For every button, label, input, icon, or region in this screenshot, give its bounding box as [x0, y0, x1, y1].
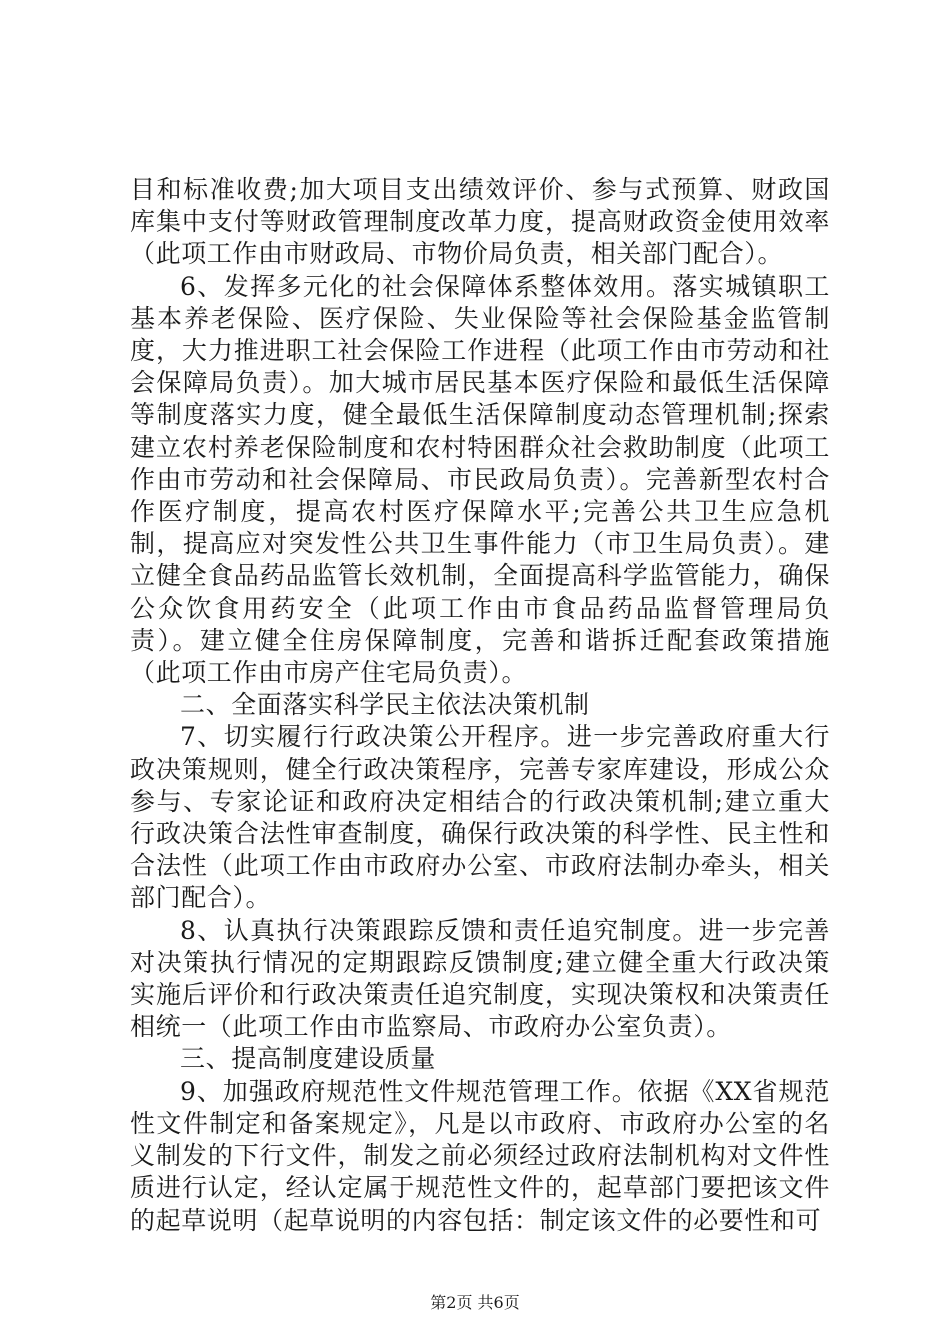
document-body — [130, 174, 830, 1237]
section-heading-2: 二、全面落实科学民主依法决策机制 — [180, 690, 590, 720]
paragraph-item-6: 6、发挥多元化的社会保障体系整体效用。落实城镇职工基本养老保险、医疗保险、失业保险等社会保险基金监管制度，大力推进职工社会保险工作进程（此项工作由市劳动和社会保障局负责）。加大城市居民基本医疗保险和最低生活保障等制度落实力度，健全最低生活保障制度动态管理机制;探索建立农村养老保险制度和农村特困群众社会救助制度（此项工作由市劳动和社会保障局、市民政局负责）。完善新型农村合作医疗制度，提高农村医疗保障水平;完善公共卫生应急机制，提高应对突发性公共卫生事件能力（市卫生局负责）。建立健全食品药品监管长效机制，全面提高科学监管能力，确保公众饮食用药安全（此项工作由市食品药品监督管理局负责）。建立健全住房保障制度，完善和谐拆迁配套政策措施（此项工作由市房产住宅局负责）。 — [130, 271, 830, 688]
paragraph-item-8: 8、认真执行决策跟踪反馈和责任追究制度。进一步完善对决策执行情况的定期跟踪反馈制度;建立健全重大行政决策实施后评价和行政决策责任追究制度，实现决策权和决策责任相统一（此项工作由市监察局、市政府办公室负责）。 — [130, 915, 830, 1042]
paragraph-item-7: 7、切实履行行政决策公开程序。进一步完善政府重大行政决策规则，健全行政决策程序，完善专家库建设，形成公众参与、专家论证和政府决定相结合的行政决策机制;建立重大行政决策合法性审查制度，确保行政决策的科学性、民主性和合法性（此项工作由市政府办公室、市政府法制办牵头，相关部门配合）。 — [130, 722, 830, 913]
section-heading-3: 三、提高制度建设质量 — [180, 1044, 437, 1074]
paragraph-continuation: 目和标准收费;加大项目支出绩效评价、参与式预算、财政国库集中支付等财政管理制度改革力度，提高财政资金使用效率（此项工作由市财政局、市物价局负责，相关部门配合）。 — [130, 175, 830, 269]
page-number-footer: 第2页 共6页 — [430, 1293, 520, 1312]
paragraph-item-9: 9、加强政府规范性文件规范管理工作。依据《XX省规范性文件制定和备案规定》，凡是以市政府、市政府办公室的名义制发的下行文件，制发之前必须经过政府法制机构对文件性质进行认定，经认定属于规范性文件的，起草部门要把该文件的起草说明（起草说明的内容包括：制定该文件的必要性和可 — [130, 1076, 830, 1235]
